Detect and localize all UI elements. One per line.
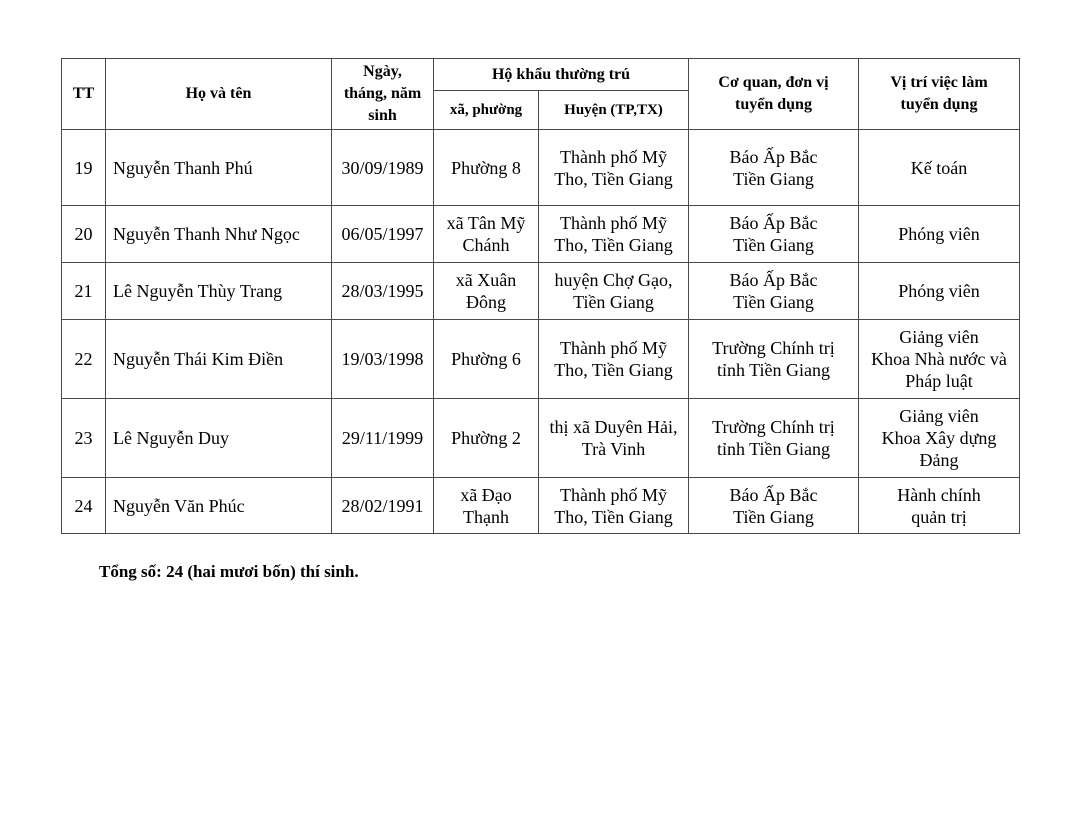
cell-name: Nguyễn Thái Kim Điền [106, 320, 332, 399]
total-summary: Tổng số: 24 (hai mươi bốn) thí sinh. [99, 562, 359, 581]
cell-position: Hành chính quản trị [859, 478, 1020, 534]
cell-district: huyện Chợ Gạo, Tiền Giang [539, 263, 689, 320]
cell-commune: xã Tân Mỹ Chánh [434, 206, 539, 263]
cell-district: Thành phố Mỹ Tho, Tiền Giang [539, 320, 689, 399]
cell-name: Nguyễn Văn Phúc [106, 478, 332, 534]
cell-position: Phóng viên [859, 206, 1020, 263]
table-row [62, 206, 1020, 263]
cell-tt: 20 [62, 206, 106, 263]
cell-commune: Phường 8 [434, 130, 539, 206]
header-commune: xã, phường [434, 91, 539, 130]
cell-dob: 06/05/1997 [332, 206, 434, 263]
cell-name: Lê Nguyễn Duy [106, 399, 332, 478]
cell-position: Giảng viên Khoa Xây dựng Đảng [859, 399, 1020, 478]
table-row [62, 320, 1020, 399]
header-agency: Cơ quan, đơn vị tuyển dụng [689, 59, 859, 130]
cell-dob: 29/11/1999 [332, 399, 434, 478]
candidate-table [61, 58, 1020, 534]
cell-name: Nguyễn Thanh Như Ngọc [106, 206, 332, 263]
cell-dob: 30/09/1989 [332, 130, 434, 206]
table-header [62, 59, 1020, 130]
table-row [62, 263, 1020, 320]
cell-district: Thành phố Mỹ Tho, Tiền Giang [539, 130, 689, 206]
cell-district: Thành phố Mỹ Tho, Tiền Giang [539, 206, 689, 263]
cell-position: Kế toán [859, 130, 1020, 206]
cell-agency: Báo Ấp Bắc Tiền Giang [689, 478, 859, 534]
cell-district: Thành phố Mỹ Tho, Tiền Giang [539, 478, 689, 534]
cell-agency: Báo Ấp Bắc Tiền Giang [689, 130, 859, 206]
header-tt: TT [62, 59, 106, 130]
cell-commune: Phường 6 [434, 320, 539, 399]
cell-dob: 28/03/1995 [332, 263, 434, 320]
cell-tt: 19 [62, 130, 106, 206]
cell-tt: 23 [62, 399, 106, 478]
cell-tt: 22 [62, 320, 106, 399]
cell-agency: Báo Ấp Bắc Tiền Giang [689, 263, 859, 320]
header-district: Huyện (TP,TX) [539, 91, 689, 130]
cell-position: Phóng viên [859, 263, 1020, 320]
cell-commune: Phường 2 [434, 399, 539, 478]
cell-commune: xã Đạo Thạnh [434, 478, 539, 534]
cell-dob: 28/02/1991 [332, 478, 434, 534]
cell-name: Nguyễn Thanh Phú [106, 130, 332, 206]
header-residence: Hộ khẩu thường trú [434, 59, 689, 91]
cell-commune: xã Xuân Đông [434, 263, 539, 320]
cell-tt: 21 [62, 263, 106, 320]
table-row [62, 130, 1020, 206]
cell-agency: Trường Chính trị tỉnh Tiền Giang [689, 320, 859, 399]
cell-tt: 24 [62, 478, 106, 534]
cell-agency: Trường Chính trị tỉnh Tiền Giang [689, 399, 859, 478]
header-position: Vị trí việc làm tuyển dụng [859, 59, 1020, 130]
cell-agency: Báo Ấp Bắc Tiền Giang [689, 206, 859, 263]
cell-dob: 19/03/1998 [332, 320, 434, 399]
header-name: Họ và tên [106, 59, 332, 130]
cell-district: thị xã Duyên Hải, Trà Vinh [539, 399, 689, 478]
cell-position: Giảng viên Khoa Nhà nước và Pháp luật [859, 320, 1020, 399]
table-row [62, 478, 1020, 534]
header-dob: Ngày, tháng, năm sinh [332, 59, 434, 130]
cell-name: Lê Nguyễn Thùy Trang [106, 263, 332, 320]
table-row [62, 399, 1020, 478]
